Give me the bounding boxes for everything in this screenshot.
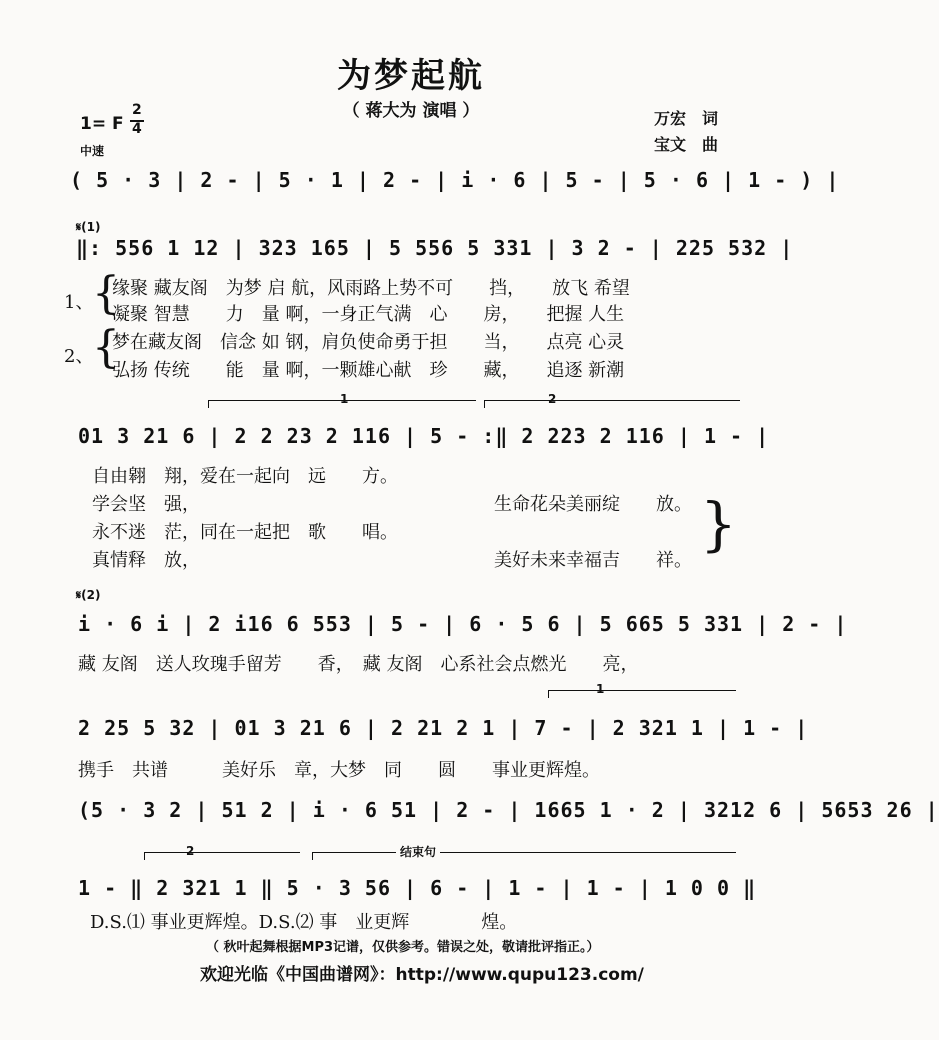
notation-line-3: i · 6 i | 2 i16 6 553 | 5 - | 6 · 5 6 | 5 665 5 331 | 2 - | [78,612,848,636]
volta-bracket-3 [548,690,736,691]
time-signature-top: 2 [132,102,142,118]
verse-number-2: 2、 [64,346,94,367]
volta-bracket-1-hook [208,400,209,408]
volta-label-2: 2 [548,392,557,406]
verse-number-1: 1、 [64,292,94,313]
notation-line-6: 1 - ‖ 2 321 1 ‖ 5 · 3 56 | 6 - | 1 - | 1 - | 1 0 0 ‖ [78,876,757,900]
notation-line-4: 2 25 5 32 | 01 3 21 6 | 2 21 2 1 | 7 - | 2 321 1 | 1 - | [78,716,809,740]
lyric-line: D.S.⑴ 事业更辉煌。D.S.⑵ 事 业更辉 煌。 [90,912,518,933]
verse-brace-icon: { [92,322,120,373]
lyric-line: 永不迷 茫，同在一起把 歌 唱。 [92,522,398,543]
lyric-line: 美好未来幸福吉 祥。 [494,550,692,571]
lyric-line: 弘扬 传统 能 量 啊，一颗雄心献 珍 藏， 追逐 新潮 [112,360,625,381]
lyric-line: 真情释 放， [92,550,200,571]
coda-bracket [312,852,736,853]
volta-bracket-4 [144,852,300,853]
volta-label-4: 2 [186,844,195,858]
tempo-marking: 中速 [80,144,105,158]
segno-sign-1: 𝄋(1) [76,220,101,234]
lyric-line: 生命花朵美丽绽 放。 [494,494,692,515]
volta-bracket-2 [484,400,740,401]
coda-label: 结束句 [396,843,440,860]
lyricist-credit: 万宏 词 [654,109,719,128]
page-title: 为梦起航 [337,56,485,96]
notation-line-2: 01 3 21 6 | 2 2 23 2 116 | 5 - :‖ 2 223 2 116 | 1 - | [78,424,770,448]
lyric-line: 梦在藏友阁 信念 如 钢，肩负使命勇于担 当， 点亮 心灵 [112,332,625,353]
composer-credit: 宝文 曲 [654,135,719,154]
website-credit[interactable]: 欢迎光临《中国曲谱网》：http://www.qupu123.com/ [200,965,644,985]
lyric-line: 学会坚 强， [92,494,200,515]
notation-line-1: ‖: 556 1 12 | 323 165 | 5 556 5 331 | 3 2 - | 225 532 | [76,236,794,260]
volta-label-3: 1 [596,682,605,696]
transcription-note: （ 秋叶起舞根据MP3记谱，仅供参考。错误之处，敬请批评指正。） [206,940,600,955]
volta-bracket-2-hook [484,400,485,408]
singer-credit: （ 蒋大为 演唱 ） [342,101,480,121]
volta-bracket-4-hook [144,852,145,860]
coda-bracket-hook [312,852,313,860]
lyric-line: 缘聚 藏友阁 为梦 启 航，风雨路上势不可 挡， 放飞 希望 [112,278,630,299]
verse-brace-icon: { [92,268,120,319]
intro-notation-line: ( 5 · 3 | 2 - | 5 · 1 | 2 - | i · 6 | 5 - | 5 · 6 | 1 - ) | [70,168,840,192]
lyric-line: 凝聚 智慧 力 量 啊，一身正气满 心 房， 把握 人生 [112,304,625,325]
key-signature: 1= F [80,114,124,134]
lyric-line: 藏 友阁 送人玫瑰手留芳 香， 藏 友阁 心系社会点燃光 亮， [78,654,639,675]
notation-line-5: (5 · 3 2 | 51 2 | i · 6 51 | 2 - | 1665 1 · 2 | 3212 6 | 5653 26 | [78,798,939,822]
lyric-line: 携手 共谱 美好乐 章，大梦 同 圆 事业更辉煌。 [78,760,600,781]
segno-sign-2: 𝄋(2) [76,588,101,602]
lyric-line: 自由翱 翔，爱在一起向 远 方。 [92,466,398,487]
volta-bracket-3-hook [548,690,549,698]
time-signature-bottom: 4 [132,121,142,137]
volta-label-1: 1 [340,392,349,406]
closing-brace-icon: } [700,490,737,558]
